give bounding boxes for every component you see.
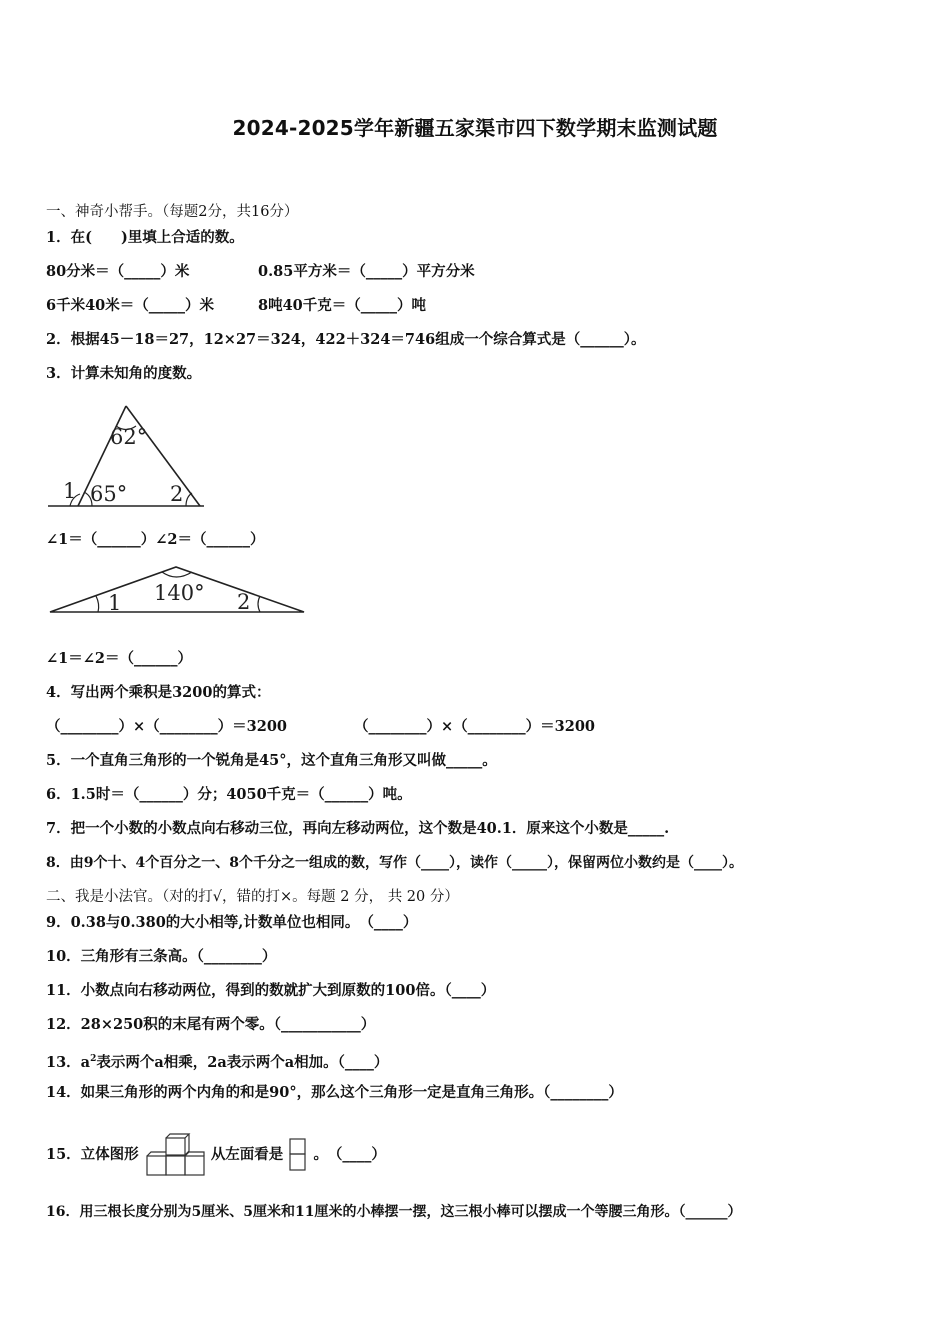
triangle-figure-1: [44, 400, 214, 512]
q6-text: 6．1.5时＝（______）分；4050千克＝（______）吨。: [46, 786, 412, 803]
q4-eq2: （________）×（________）＝3200: [354, 718, 596, 735]
q1-row1a: 80分米＝（_____）米: [46, 263, 190, 280]
q7-text: 7．把一个小数的小数点向右移动三位，再向左移动两位，这个数是40.1．原来这个小数是_____.: [46, 820, 670, 837]
q1-row2a: 6千米40米＝（_____）米: [46, 297, 215, 314]
q9-text: 9．0.38与0.380的大小相等,计数单位也相同。 （____）: [46, 914, 418, 931]
section1-heading: 一、神奇小帮手。（每题2分，共16分）: [46, 204, 299, 220]
fig2-angle2-label: 2: [237, 590, 251, 614]
q13-post: 表示两个a相乘，2a表示两个a相加。（____）: [96, 1053, 389, 1071]
q15-mid: 从左面看是: [210, 1146, 284, 1163]
q15-pre: 15．立体图形: [46, 1146, 139, 1163]
q8-text: 8．由9个十、4个百分之一、8个千分之一组成的数，写作（____），读作（_____），保留两位小数约是（____）。: [46, 855, 743, 871]
q12-text: 12．28×250积的末尾有两个零。（___________）: [46, 1016, 376, 1033]
q4-eq1: （________）×（________）＝3200: [46, 718, 288, 735]
fig2-angle1-label: 1: [108, 591, 122, 615]
angle-65-label: 65°: [90, 482, 128, 506]
q3-answer1: ∠1＝（______）∠2＝（______）: [46, 531, 265, 548]
q13-text: [46, 1049, 388, 1073]
angle1-label: 1: [63, 479, 77, 503]
q1-row2b: 8吨40千克＝（_____）吨: [258, 297, 427, 314]
page-title: 2024-2025学年新疆五家渠市四下数学期末监测试题: [232, 116, 718, 140]
cube-stack-icon: [144, 1132, 206, 1178]
q5-text: 5．一个直角三角形的一个锐角是45°，这个直角三角形又叫做_____。: [46, 752, 497, 769]
q15-text: [46, 1132, 386, 1178]
q1-stem: 1．在( )里填上合适的数。: [46, 229, 244, 246]
q4-stem: 4．写出两个乘积是3200的算式：: [46, 684, 271, 701]
q11-text: 11．小数点向右移动两位，得到的数就扩大到原数的100倍。（____）: [46, 982, 496, 999]
q13-pre: 13．a: [46, 1053, 91, 1071]
angle-62-label: 62°: [110, 425, 148, 449]
q14-text: 14．如果三角形的两个内角的和是90°，那么这个三角形一定是直角三角形。（________）: [46, 1084, 623, 1101]
angle2-label: 2: [170, 482, 184, 506]
q10-text: 10．三角形有三条高。（________）: [46, 948, 277, 965]
angle-140-label: 140°: [154, 581, 205, 605]
section2-heading: 二、我是小法官。（对的打√，错的打×。每题 2 分， 共 20 分）: [46, 889, 459, 905]
q3-answer2: ∠1＝∠2＝（______）: [46, 650, 192, 667]
left-view-icon: [288, 1137, 308, 1173]
q2-text: 2．根据45－18＝27，12×27＝324，422＋324＝746组成一个综合算式是（______）。: [46, 331, 646, 348]
q15-post: 。 （____）: [313, 1146, 386, 1163]
q3-stem: 3．计算未知角的度数。: [46, 365, 202, 382]
q16-text: 16．用三根长度分别为5厘米、5厘米和11厘米的小棒摆一摆，这三根小棒可以摆成一个等腰三角形。（______）: [46, 1204, 742, 1220]
triangle-figure-2: [46, 562, 308, 618]
q1-row1b: 0.85平方米＝（_____）平方分米: [258, 263, 475, 280]
q13-superscript: 2: [90, 1054, 97, 1064]
